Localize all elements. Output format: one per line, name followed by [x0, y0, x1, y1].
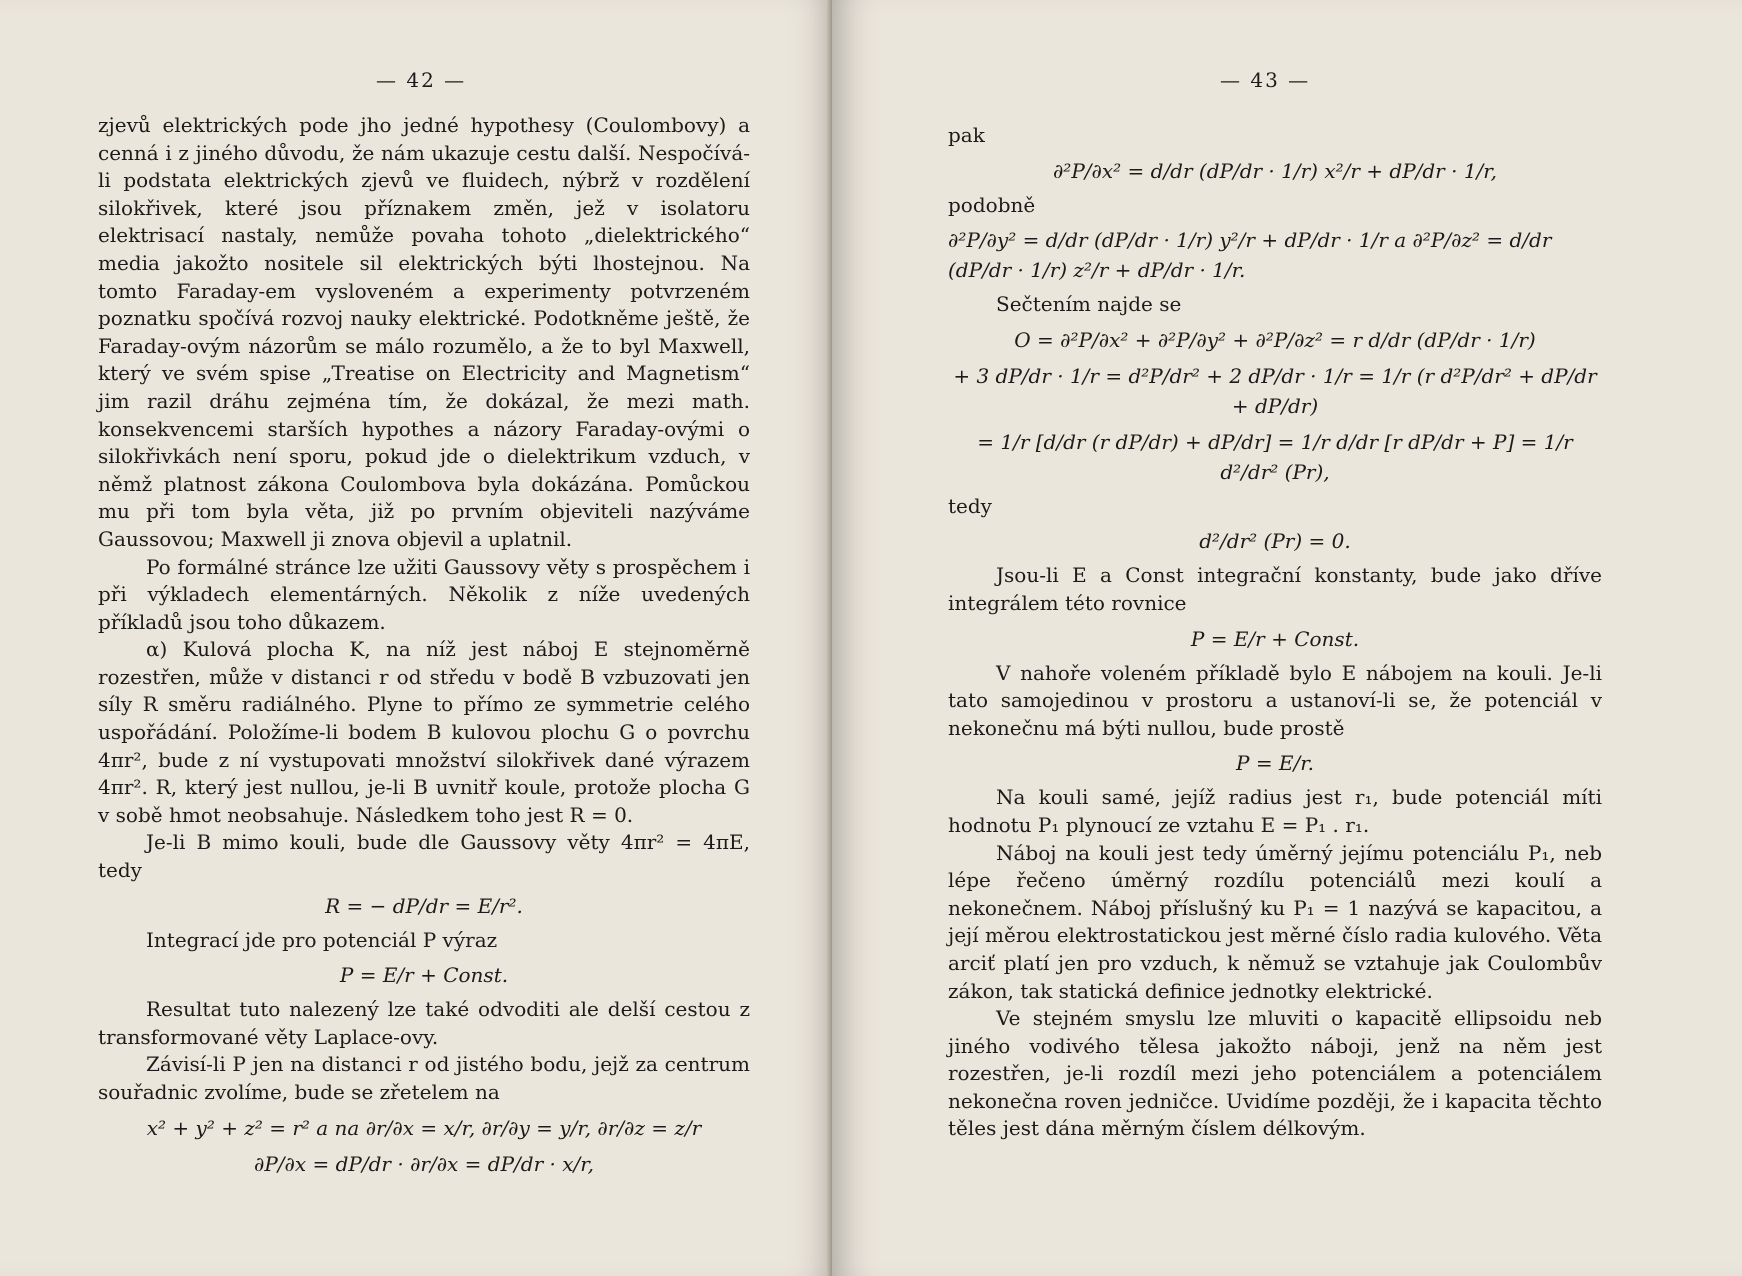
- left-page-text: [98, 112, 750, 1185]
- paragraph: zjevů elektrických pode jho jedné hypothesy (Coulombovy) a cenná i z jiného důvodu, že nám ukazuje cestu další. Nespočívá-li podstata elektrických zjevů ve fluidech, nýbrž v rozdělení silokřivek, které jsou příznakem změn, jež v isolatoru elektrisací nastaly, nemůže povaha tohoto „dielektrického“ media jakožto nositele sil elektrických býti lhostejnou. Na tomto Faraday-em vysloveném a experimenty potvrzeném poznatku spočívá rozvoj nauky elektrické. Podotkněme ještě, že Faraday-ovým názorům se málo rozumělo, a že to byl Maxwell, který ve svém spise „Treatise on Electricity and Magnetism“ jim razil dráhu zejména tím, že dokázal, že mezi math. konsekvencemi starších hypothes a názory Faraday-ovými o silokřivkách není sporu, pokud jde o dielektrikum vzduch, v němž platnost zákona Coulombova byla dokázána. Pomůckou mu při tom byla věta, již po prvním objeviteli nazýváme Gaussovou; Maxwell ji znova objevil a uplatnil.: [98, 113, 750, 551]
- equation: = 1/r [d/dr (r dP/dr) + dP/dr] = 1/r d/dr [r dP/dr + P] = 1/r d²/dr² (Pr),: [977, 429, 1573, 484]
- paragraph: Jsou-li E a Const integrační konstanty, bude jako dříve integrálem této rovnice: [948, 563, 1602, 615]
- paragraph: Závisí-li P jen na distanci r od jistého bodu, jejž za centrum souřadnic zvolíme, bude se zřetelem na: [98, 1052, 750, 1104]
- equation: O = ∂²P/∂x² + ∂²P/∂y² + ∂²P/∂z² = r d/dr (dP/dr · 1/r): [1014, 327, 1536, 352]
- paragraph: Náboj na kouli jest tedy úměrný jejímu potenciálu P₁, neb lépe řečeno úměrný rozdílu potenciálů mezi koulí a nekonečnem. Náboj příslušný ku P₁ = 1 nazývá se kapacitou, a její měrou elektrostatickou jest měrné číslo radia kulového. Věta arciť platí jen pro vzduch, k němuž se vztahuje jak Coulombův zákon, tak statická definice jednotky elektrické.: [948, 840, 1602, 1003]
- page-number-left: — 42 —: [376, 68, 467, 92]
- right-page: [832, 0, 1742, 1276]
- left-page: [0, 0, 832, 1276]
- equation: + 3 dP/dr · 1/r = d²P/dr² + 2 dP/dr · 1/r = 1/r (r d²P/dr² + dP/dr + dP/dr): [953, 363, 1597, 418]
- paragraph: Sečtením najde se: [996, 292, 1182, 317]
- equation: P = E/r + Const.: [339, 963, 509, 988]
- paragraph: V nahoře voleném příkladě bylo E nábojem na kouli. Je-li tato samojedinou v prostoru a ustanoví-li se, že potenciál v nekonečnu má býti nullou, bude prostě: [948, 660, 1602, 740]
- equation: P = E/r + Const.: [1190, 626, 1360, 651]
- paragraph: Resultat tuto nalezený lze také odvoditi ale delší cestou z transformované věty Laplace-ovy.: [98, 997, 750, 1049]
- equation: ∂²P/∂x² = d/dr (dP/dr · 1/r) x²/r + dP/dr · 1/r,: [1052, 158, 1498, 183]
- paragraph: tedy: [948, 493, 992, 518]
- equation: R = − dP/dr = E/r².: [325, 893, 523, 918]
- paragraph: Je-li B mimo kouli, bude dle Gaussovy věty 4πr² = 4πE, tedy: [98, 830, 750, 883]
- right-page-text: [948, 122, 1602, 1143]
- paragraph: Ve stejném smyslu lze mluviti o kapacitě ellipsoidu neb jiného vodivého tělesa jakožto náboji, jenž na něm jest rozestřen, je-li rozdíl mezi jeho potenciálem a potenciálem nekonečna roven jedničce. Uvidíme později, že i kapacita těchto těles jest dána měrným číslem délkovým.: [948, 1006, 1602, 1141]
- paragraph: Po formálné stránce lze užiti Gaussovy věty s prospěchem i při výkladech elementárných. Několik z níže uvedených příkladů jsou toho důkazem.: [98, 554, 750, 634]
- paragraph: α) Kulová plocha K, na níž jest náboj E stejnoměrně rozestřen, může v distanci r od středu v bodě B vzbuzovati jen síly R směru radiálného. Plyne to přímo ze symmetrie celého uspořádání. Položíme-li bodem B kulovou plochu G o povrchu 4πr², bude z ní vystupovati množství silokřivek dané výrazem 4πr². R, který jest nullou, je-li B uvnitř koule, protože plocha G v sobě hmot neobsahuje. Následkem toho jest R = 0.: [98, 637, 750, 827]
- equation: ∂²P/∂y² = d/dr (dP/dr · 1/r) y²/r + dP/dr · 1/r a ∂²P/∂z² = d/dr (dP/dr · 1/r) z²/r + dP/dr · 1/r.: [948, 228, 1552, 283]
- paragraph: podobně: [948, 192, 1036, 217]
- equation: ∂P/∂x = dP/dr · ∂r/∂x = dP/dr · x/r,: [254, 1151, 594, 1176]
- page-number-right: — 43 —: [1220, 68, 1311, 92]
- equation: P = E/r.: [1236, 751, 1314, 776]
- equation: x² + y² + z² = r² a na ∂r/∂x = x/r, ∂r/∂y = y/r, ∂r/∂z = z/r: [146, 1115, 702, 1140]
- paragraph: pak: [948, 123, 985, 147]
- paragraph: Na kouli samé, jejíž radius jest r₁, bude potenciál míti hodnotu P₁ plynoucí ze vztahu E = P₁ . r₁.: [948, 785, 1602, 837]
- equation: d²/dr² (Pr) = 0.: [1199, 529, 1351, 554]
- paragraph: Integrací jde pro potenciál P výraz: [146, 927, 498, 952]
